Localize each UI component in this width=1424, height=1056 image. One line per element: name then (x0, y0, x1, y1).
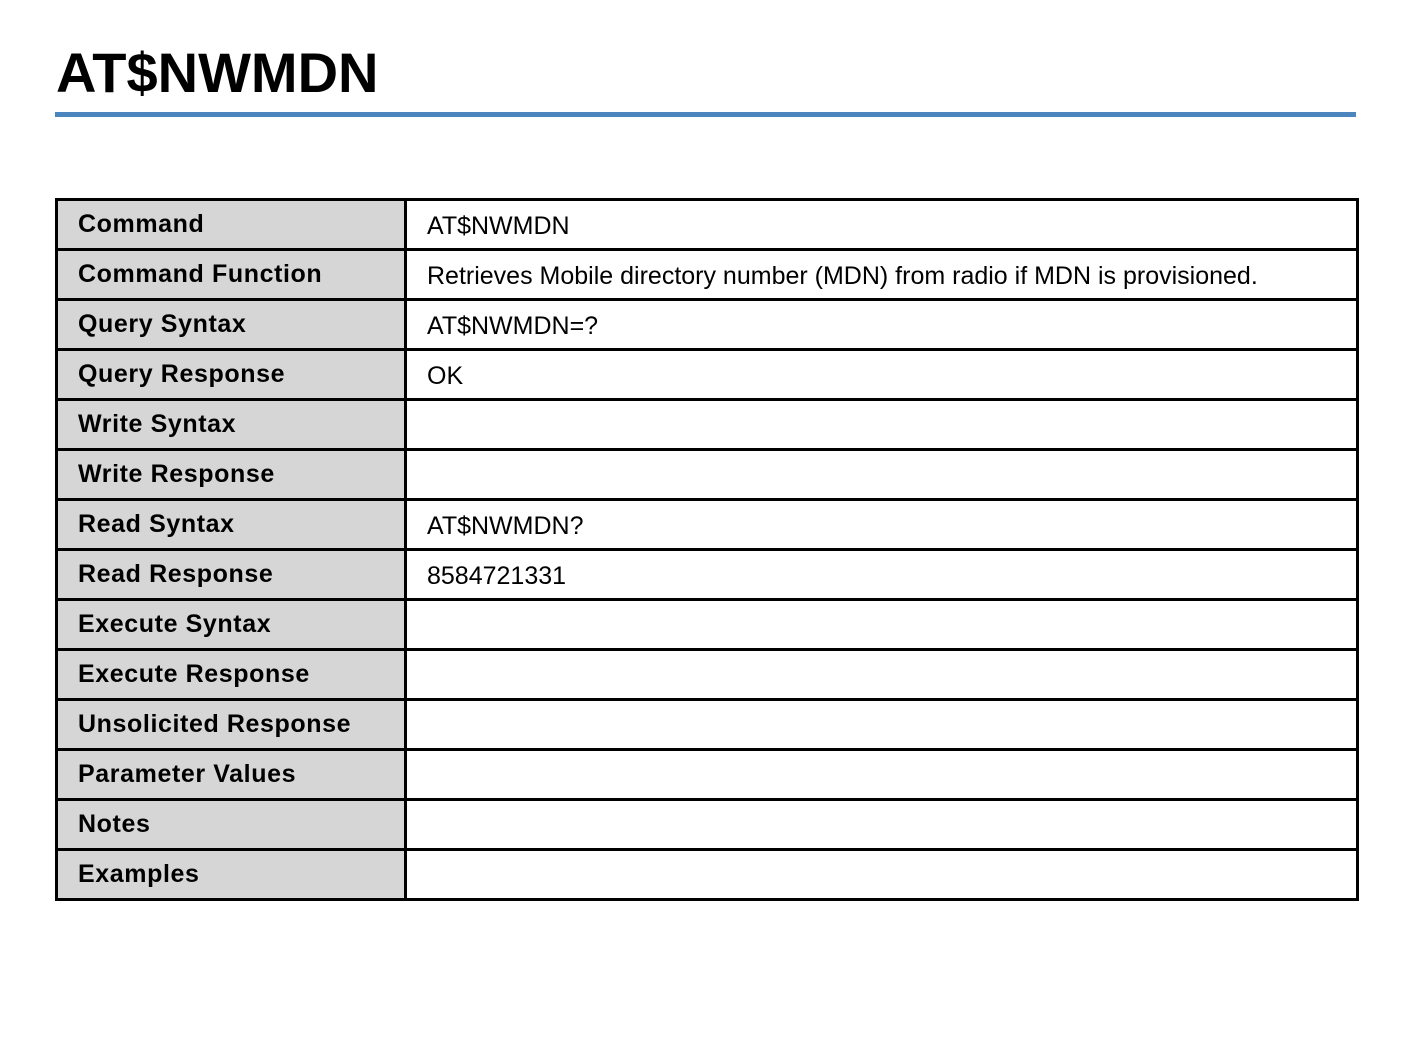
command-table (55, 198, 1359, 901)
row-value (406, 650, 1358, 700)
row-value (406, 400, 1358, 450)
row-label: Read Syntax (57, 500, 406, 550)
row-value: AT$NWMDN=? (406, 300, 1358, 350)
table-row-write-syntax (57, 400, 1358, 450)
table-row-parameter-values (57, 750, 1358, 800)
row-label: Query Syntax (57, 300, 406, 350)
row-value (406, 800, 1358, 850)
row-label: Query Response (57, 350, 406, 400)
row-label: Examples (57, 850, 406, 900)
row-label: Execute Response (57, 650, 406, 700)
row-label: Command (57, 200, 406, 250)
title-divider (55, 112, 1356, 117)
table-row-unsolicited-response (57, 700, 1358, 750)
row-label: Command Function (57, 250, 406, 300)
row-value: AT$NWMDN (406, 200, 1358, 250)
row-value (406, 850, 1358, 900)
row-value (406, 700, 1358, 750)
row-value (406, 750, 1358, 800)
row-label: Notes (57, 800, 406, 850)
table-row-execute-response (57, 650, 1358, 700)
row-label: Execute Syntax (57, 600, 406, 650)
page-title: AT$NWMDN (56, 41, 379, 104)
table-row-execute-syntax (57, 600, 1358, 650)
row-value: Retrieves Mobile directory number (MDN) from radio if MDN is provisioned. (406, 250, 1358, 300)
row-label: Unsolicited Response (57, 700, 406, 750)
row-label: Write Response (57, 450, 406, 500)
table-row-query-syntax (57, 300, 1358, 350)
row-label: Read Response (57, 550, 406, 600)
table-row-read-response (57, 550, 1358, 600)
row-value (406, 600, 1358, 650)
table-row-write-response (57, 450, 1358, 500)
table-row-command (57, 200, 1358, 250)
row-value: OK (406, 350, 1358, 400)
row-value: AT$NWMDN? (406, 500, 1358, 550)
row-label: Parameter Values (57, 750, 406, 800)
row-label: Write Syntax (57, 400, 406, 450)
row-value (406, 450, 1358, 500)
row-value: 8584721331 (406, 550, 1358, 600)
table-row-read-syntax (57, 500, 1358, 550)
table-row-notes (57, 800, 1358, 850)
table-row-query-response (57, 350, 1358, 400)
table-row-examples (57, 850, 1358, 900)
table-row-command-function (57, 250, 1358, 300)
